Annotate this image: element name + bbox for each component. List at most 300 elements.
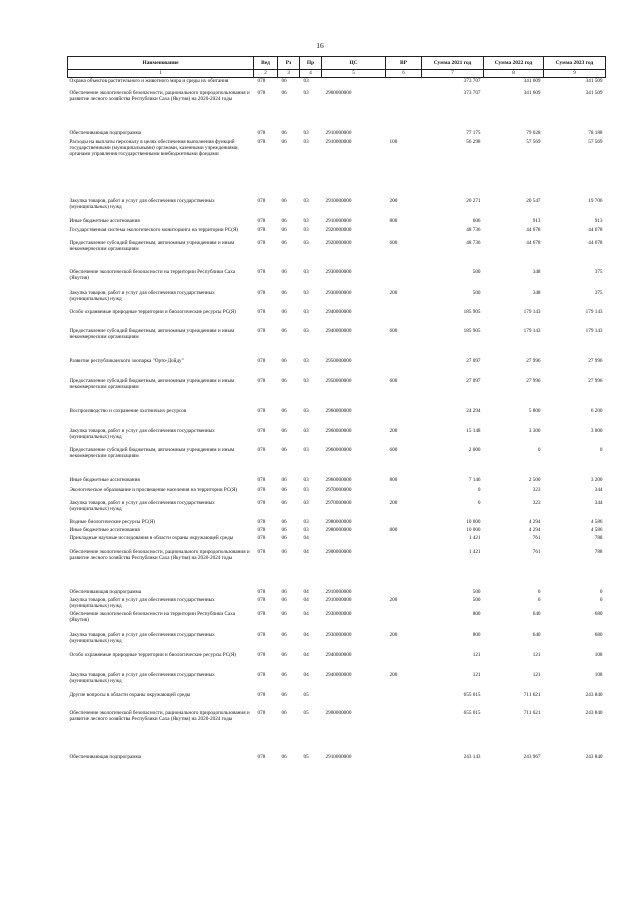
row-vr-cell [386,269,422,290]
row-ved-cell: 078 [257,407,266,414]
row-sum-2021-cell: 500 [472,289,481,296]
row-ved-cell: 078 [257,518,266,525]
table-row [68,90,606,130]
row-ved-cell: 078 [257,217,266,224]
row-sum-2021-cell: 655 015 [463,691,481,698]
row-sum-2021-cell: 1 421 [468,548,481,555]
row-rz-cell: 06 [281,377,287,384]
row-cs-cell: 2920000000 [325,226,352,233]
table-row [68,269,606,290]
row-sum-2022-cell: 121 [532,671,541,678]
column-index: 9 [544,70,606,78]
row-sum-2023-cell: 344 [594,486,603,493]
row-sum-2021-cell: 27 097 [466,357,481,364]
row-sum-2022-cell: 348 [532,268,541,275]
row-pr-cell: 04 [303,610,309,617]
row-rz-cell: 06 [281,691,287,698]
table-row [68,692,606,710]
row-cs-cell: 2900000000 [325,709,352,716]
row-sum-2023-cell: 341 509 [585,89,603,96]
row-rz-cell: 06 [281,129,287,136]
row-vr-cell [386,549,422,589]
row-name-cell: Охрана объектов растительного и животного мира и среды их обитания [69,78,229,84]
row-cs-cell: 2940000000 [325,671,352,678]
row-rz-cell: 06 [281,486,287,493]
row-rz-cell: 06 [281,610,287,617]
row-ved-cell: 078 [257,129,266,136]
row-sum-2023-cell: 243 840 [585,753,603,760]
row-vr-cell: 800 [389,476,398,483]
column-header-pr: Пр [300,57,322,70]
row-ved-cell: 078 [257,651,266,658]
row-name-cell: Экологическое образование и просвещение населения на территории РС(Я) [69,486,238,493]
row-sum-2022-cell: 640 [532,631,541,638]
row-sum-2023-cell: 57 569 [588,138,603,145]
table-row [68,328,606,358]
row-pr-cell: 03 [303,129,309,136]
row-pr-cell: 03 [303,268,309,275]
row-name-cell: Предоставление субсидий бюджетным, автономным учреждениям и иным некоммерческим организациям [69,446,235,459]
row-sum-2022-cell: 348 [532,289,541,296]
row-sum-2022-cell: 27 996 [526,357,541,364]
row-sum-2021-cell: 121 [472,671,481,678]
row-ved-cell: 078 [257,486,266,493]
row-rz-cell: 06 [281,499,287,506]
row-sum-2022-cell: 913 [532,217,541,224]
row-pr-cell: 03 [303,499,309,506]
row-vr-cell [386,710,422,754]
row-rz-cell: 06 [281,78,287,84]
row-vr-cell: 100 [389,138,398,145]
row-sum-2021-cell: 1 421 [468,534,481,541]
row-sum-2022-cell: 711 621 [523,691,541,698]
row-vr-cell [386,652,422,672]
row-sum-2023-cell: 341 509 [585,78,603,84]
row-sum-2021-cell: 2 000 [468,446,481,453]
row-ved-cell: 078 [257,427,266,434]
row-rz-cell: 06 [281,427,287,434]
row-sum-2023-cell: 108 [594,671,603,678]
row-cs-cell: 2960000000 [325,446,352,453]
row-vr-cell [386,519,422,527]
row-sum-2023-cell: 680 [594,610,603,617]
row-sum-2022-cell: 2 500 [528,476,541,483]
table-row [68,672,606,692]
row-name-cell: Иные бюджетные ассигнования [69,476,140,483]
row-rz-cell: 06 [281,407,287,414]
row-name-cell: Иные бюджетные ассигнования [69,217,140,224]
row-sum-2021-cell: 800 [472,631,481,638]
table-row [68,198,606,218]
row-name-cell: Особо охраняемые природные территории и биологические ресурсы РС(Я) [69,651,237,658]
table-row [68,78,606,90]
row-sum-2023-cell: 44 678 [588,239,603,246]
column-header-name: Наименование [68,57,254,70]
row-ved-cell: 078 [257,534,266,541]
row-rz-cell: 06 [281,596,287,603]
row-sum-2022-cell: 3 300 [528,427,541,434]
row-rz-cell: 06 [281,197,287,204]
column-header-vr: ВР [386,57,422,70]
row-sum-2021-cell: 185 905 [463,327,481,334]
row-vr-cell: 600 [389,239,398,246]
row-cs-cell: 2970000000 [325,486,352,493]
row-sum-2021-cell: 0 [477,499,481,506]
row-vr-cell [386,611,422,632]
row-sum-2023-cell: 0 [599,446,603,453]
column-header-sum-2022: Сумма 2022 год [484,57,544,70]
row-pr-cell: 03 [303,427,309,434]
row-sum-2021-cell: 48 736 [466,226,481,233]
row-pr-cell: 04 [303,596,309,603]
row-name-cell: Обеспечение экологической безопасности, рационального природопользования и развитие лесного хозяйства Республики Саха (Якутия) на 2020-2024 годы [69,709,250,722]
column-index: 6 [386,70,422,78]
row-sum-2022-cell: 44 678 [526,239,541,246]
row-rz-cell: 06 [281,268,287,275]
row-vr-cell: 200 [389,631,398,638]
row-vr-cell [386,130,422,139]
row-sum-2022-cell: 761 [532,548,541,555]
row-sum-2023-cell: 27 996 [588,377,603,384]
row-pr-cell: 03 [303,357,309,364]
row-pr-cell: 03 [303,138,309,145]
table-row [68,408,606,428]
row-name-cell: Предоставление субсидий бюджетным, автономным учреждениям и иным некоммерческим организациям [69,377,235,390]
column-index: 3 [278,70,300,78]
table-row [68,309,606,328]
table-row [68,597,606,611]
table-row [68,652,606,672]
row-pr-cell: 05 [303,709,309,716]
row-rz-cell: 06 [281,671,287,678]
row-sum-2021-cell: 48 736 [466,239,481,246]
table-row [68,477,606,487]
row-cs-cell: 2940000000 [325,308,352,315]
row-pr-cell: 03 [303,217,309,224]
row-sum-2023-cell: 78 188 [588,129,603,136]
row-sum-2021-cell: 27 097 [466,377,481,384]
row-cs-cell: 2910000000 [325,753,352,760]
row-ved-cell: 078 [257,499,266,506]
row-sum-2022-cell: 341 609 [523,89,541,96]
row-cs-cell: 2960000000 [325,427,352,434]
row-sum-2021-cell: 606 [472,217,481,224]
row-ved-cell: 078 [257,226,266,233]
row-vr-cell [386,78,422,90]
row-sum-2022-cell: 0 [537,596,541,603]
row-cs-cell: 2950000000 [325,377,352,384]
row-rz-cell: 06 [281,753,287,760]
table-row [68,710,606,754]
table-row [68,240,606,269]
row-sum-2022-cell: 0 [537,446,541,453]
row-sum-2022-cell: 179 143 [523,308,541,315]
row-cs-cell: 2930000000 [325,268,352,275]
row-sum-2021-cell: 121 [472,651,481,658]
row-sum-2021-cell: 10 000 [466,526,481,533]
row-name-cell: Закупка товаров, работ и услуг для обеспечения государственных (муниципальных) нужд [69,596,215,609]
row-vr-cell [386,309,422,328]
column-index: 4 [300,70,322,78]
row-sum-2021-cell: 0 [477,486,481,493]
row-vr-cell: 800 [389,526,398,533]
row-sum-2023-cell: 375 [594,289,603,296]
row-vr-cell: 200 [389,671,398,678]
row-name-cell: Развитие республиканского зоопарка "Орто-Дойду" [69,357,184,364]
row-name-cell: Обеспечение экологической безопасности на территории Республики Саха (Якутия) [69,610,236,623]
row-sum-2023-cell: 0 [599,588,603,595]
row-cs-cell: 2920000000 [325,239,352,246]
row-cs-cell: 2940000000 [325,651,352,658]
row-vr-cell [386,487,422,500]
row-name-cell: Прикладные научные исследования в области охраны окружающей среды [69,534,234,541]
row-sum-2023-cell: 3 000 [590,427,603,434]
row-cs-cell: 2960000000 [325,476,352,483]
row-sum-2022-cell: 323 [532,499,541,506]
row-sum-2021-cell: 24 294 [466,407,481,414]
row-pr-cell: 04 [303,534,309,541]
row-cs-cell: 2950000000 [325,357,352,364]
row-sum-2022-cell: 761 [532,534,541,541]
row-rz-cell: 06 [281,651,287,658]
row-sum-2021-cell: 10 000 [466,518,481,525]
row-cs-cell: 2930000000 [325,610,352,617]
row-pr-cell: 03 [303,89,309,96]
table-row [68,549,606,589]
row-sum-2021-cell: 500 [472,596,481,603]
row-sum-2022-cell: 4 294 [528,518,541,525]
row-sum-2022-cell: 179 143 [523,327,541,334]
row-sum-2023-cell: 243 840 [585,691,603,698]
row-sum-2021-cell: 243 143 [463,753,481,760]
row-vr-cell: 200 [389,596,398,603]
row-sum-2021-cell: 655 015 [463,709,481,716]
row-sum-2021-cell: 373 707 [463,89,481,96]
table-row [68,227,606,240]
row-sum-2023-cell: 243 840 [585,709,603,716]
row-sum-2023-cell: 0 [599,596,603,603]
row-sum-2023-cell: 4 586 [590,526,603,533]
table-row [68,218,606,227]
row-sum-2021-cell: 77 175 [466,129,481,136]
table-row [68,130,606,139]
row-name-cell: Предоставление субсидий бюджетным, автономным учреждениям и иным некоммерческим организациям [69,327,235,340]
row-sum-2022-cell: 20 547 [526,197,541,204]
row-rz-cell: 06 [281,239,287,246]
row-sum-2021-cell: 15 148 [466,427,481,434]
row-vr-cell [386,408,422,428]
row-name-cell: Иные бюджетные ассигнования [69,526,140,533]
row-sum-2022-cell: 4 294 [528,526,541,533]
row-cs-cell [322,78,386,90]
row-pr-cell: 03 [303,518,309,525]
row-sum-2022-cell: 711 621 [523,709,541,716]
row-vr-cell: 800 [389,217,398,224]
row-ved-cell: 078 [257,89,266,96]
row-vr-cell [386,227,422,240]
row-sum-2023-cell: 788 [594,548,603,555]
table-row [68,378,606,408]
row-sum-2021-cell: 185 905 [463,308,481,315]
row-name-cell: Закупка товаров, работ и услуг для обеспечения государственных (муниципальных) нужд [69,631,215,644]
row-ved-cell: 078 [257,268,266,275]
row-rz-cell: 06 [281,709,287,716]
row-name-cell: Обеспечение экологической безопасности, рационального природопользования и развитие лесного хозяйства Республики Саха (Якутия) на 2020-2024 годы [69,89,250,102]
column-header-sum-2023: Сумма 2023 год [544,57,606,70]
table-row [68,519,606,527]
column-index: 2 [254,70,278,78]
row-pr-cell: 03 [303,486,309,493]
row-ved-cell: 078 [257,308,266,315]
table-row [68,447,606,477]
row-cs-cell [322,535,386,549]
row-pr-cell: 03 [303,476,309,483]
row-cs-cell: 2930000000 [325,631,352,638]
row-name-cell: Водные биологические ресурсы РС(Я) [69,518,156,525]
row-sum-2022-cell: 5 800 [528,407,541,414]
row-name-cell: Обеспечение экологической безопасности на территории Республики Саха (Якутия) [69,268,236,281]
row-sum-2023-cell: 4 586 [590,518,603,525]
row-vr-cell: 200 [389,427,398,434]
row-cs-cell: 2910000000 [325,129,352,136]
table-row [68,589,606,597]
column-index-row [68,70,606,78]
row-sum-2023-cell: 6 200 [590,407,603,414]
row-cs-cell: 2910000000 [325,197,352,204]
row-rz-cell: 06 [281,548,287,555]
row-ved-cell: 078 [257,548,266,555]
row-name-cell: Предоставление субсидий бюджетным, автономным учреждениям и иным некоммерческим организациям [69,239,235,252]
table-row [68,527,606,535]
row-vr-cell: 200 [389,499,398,506]
row-vr-cell [386,589,422,597]
row-cs-cell [322,692,386,710]
row-sum-2022-cell: 57 569 [526,138,541,145]
row-name-cell: Закупка товаров, работ и услуг для обеспечения государственных (муниципальных) нужд [69,427,215,440]
row-ved-cell: 078 [257,377,266,384]
row-vr-cell: 600 [389,327,398,334]
row-name-cell: Другие вопросы в области охраны окружающей среды [69,691,191,698]
row-ved-cell: 078 [257,327,266,334]
row-pr-cell: 03 [303,327,309,334]
table-row [68,358,606,378]
row-sum-2023-cell: 179 143 [585,308,603,315]
row-vr-cell: 600 [389,377,398,384]
row-pr-cell: 04 [303,548,309,555]
table-header-row [68,57,606,70]
row-rz-cell: 06 [281,89,287,96]
page-number: 16 [316,41,324,50]
row-sum-2022-cell: 27 996 [526,377,541,384]
row-pr-cell: 03 [303,446,309,453]
row-rz-cell: 06 [281,217,287,224]
table-row [68,535,606,549]
row-vr-cell [386,754,422,764]
row-ved-cell: 078 [257,197,266,204]
row-sum-2021-cell: 20 271 [466,197,481,204]
row-rz-cell: 06 [281,327,287,334]
row-name-cell: Обеспечивающая подпрограмма [69,753,142,760]
row-vr-cell [386,535,422,549]
row-pr-cell: 05 [303,753,309,760]
row-pr-cell: 03 [303,308,309,315]
row-pr-cell: 04 [303,651,309,658]
row-pr-cell: 03 [303,197,309,204]
row-ved-cell: 078 [257,357,266,364]
column-header-cs: ЦС [322,57,386,70]
row-sum-2021-cell: 800 [472,610,481,617]
row-rz-cell: 06 [281,357,287,364]
row-rz-cell: 06 [281,226,287,233]
row-vr-cell [386,692,422,710]
column-header-ved: Вед [254,57,278,70]
row-cs-cell: 2910000000 [325,217,352,224]
row-cs-cell: 2930000000 [325,289,352,296]
row-name-cell: Закупка товаров, работ и услуг для обеспечения государственных (муниципальных) нужд [69,289,215,302]
table-row [68,487,606,500]
row-cs-cell: 2900000000 [325,548,352,555]
table-row [68,611,606,632]
row-sum-2023-cell: 44 678 [588,226,603,233]
column-header-rz: Рз [278,57,300,70]
row-ved-cell: 078 [257,691,266,698]
row-pr-cell: 03 [303,407,309,414]
row-sum-2022-cell: 640 [532,610,541,617]
table-row [68,428,606,447]
row-sum-2022-cell: 0 [537,588,541,595]
row-cs-cell: 2970000000 [325,499,352,506]
row-name-cell: Воспроизводство и сохранение охотничьих ресурсов [69,407,187,414]
row-rz-cell: 06 [281,476,287,483]
table-row [68,139,606,198]
row-vr-cell: 200 [389,289,398,296]
row-sum-2022-cell: 341 609 [523,78,541,84]
row-rz-cell: 06 [281,446,287,453]
row-vr-cell [386,90,422,130]
row-vr-cell: 200 [389,197,398,204]
row-cs-cell: 2910000000 [325,138,352,145]
row-rz-cell: 06 [281,631,287,638]
table-row [68,754,606,764]
row-cs-cell: 2940000000 [325,327,352,334]
table-row [68,632,606,652]
row-cs-cell: 2980000000 [325,526,352,533]
row-sum-2023-cell: 179 143 [585,327,603,334]
row-sum-2022-cell: 44 678 [526,226,541,233]
row-ved-cell: 078 [257,610,266,617]
row-ved-cell: 078 [257,631,266,638]
column-index: 5 [322,70,386,78]
row-sum-2023-cell: 344 [594,499,603,506]
row-vr-cell [386,358,422,378]
row-name-cell: Закупка товаров, работ и услуг для обеспечения государственных (муниципальных) нужд [69,197,215,210]
row-name-cell: Обеспечивающая подпрограмма [69,129,142,136]
table-body [68,78,606,764]
row-ved-cell: 078 [257,78,266,84]
row-sum-2021-cell: 500 [472,268,481,275]
row-cs-cell: 2980000000 [325,518,352,525]
row-sum-2023-cell: 680 [594,631,603,638]
row-name-cell: Обеспечение экологической безопасности, рационального природопользования и развитие лесного хозяйства Республики Саха (Якутия) на 2020-2024 годы [69,548,250,561]
row-sum-2022-cell: 323 [532,486,541,493]
row-sum-2023-cell: 19 706 [588,197,603,204]
row-rz-cell: 06 [281,534,287,541]
row-cs-cell: 2900000000 [325,89,352,96]
column-header-sum-2021: Сумма 2021 год [422,57,484,70]
row-cs-cell: 2910000000 [325,588,352,595]
table-row [68,500,606,519]
row-pr-cell: 04 [303,671,309,678]
